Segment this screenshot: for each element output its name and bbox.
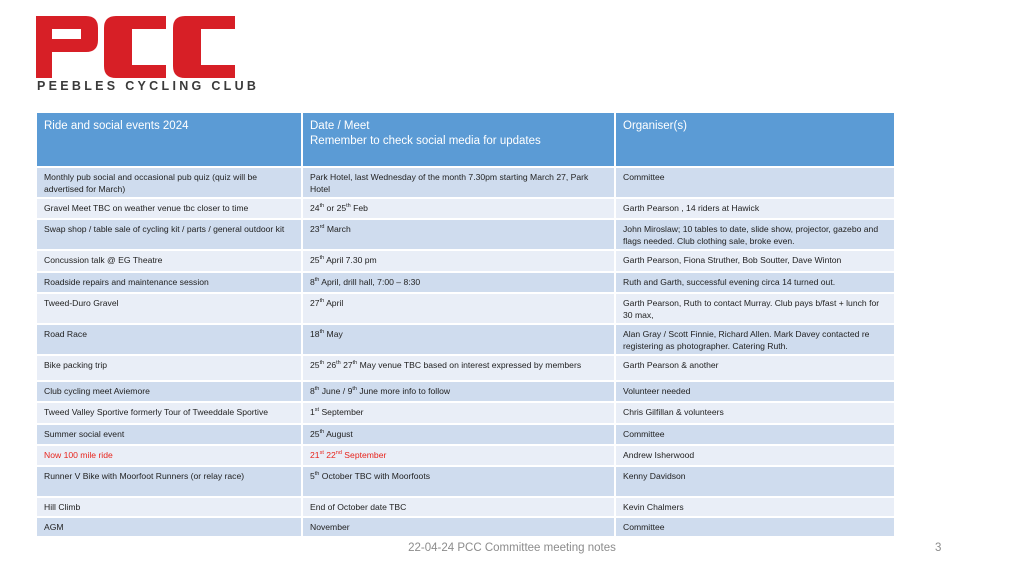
table-row [36,466,895,497]
cell-event: Hill Climb [36,497,302,517]
cell-organiser: Ruth and Garth, successful evening circa 14 turned out. [615,272,895,293]
cell-event: Road Race [36,324,302,355]
table-row [36,445,895,466]
table-row [36,355,895,381]
table-row [36,167,895,198]
header-events: Ride and social events 2024 [36,112,302,167]
table-row [36,272,895,293]
cell-date: 21st 22nd September [302,445,615,466]
footer-note: 22-04-24 PCC Committee meeting notes [408,542,616,554]
table-row [36,381,895,402]
cell-event: Tweed Valley Sportive formerly Tour of Tweeddale Sportive [36,402,302,424]
cell-date: 8th June / 9th June more info to follow [302,381,615,402]
cell-event: AGM [36,517,302,537]
cell-date: End of October date TBC [302,497,615,517]
cell-organiser: John Miroslaw; 10 tables to date, slide show, projector, gazebo and flags needed. Club clothing sale, broke even. [615,219,895,250]
cell-organiser: Chris Gilfillan & volunteers [615,402,895,424]
page-number: 3 [935,542,942,554]
cell-organiser: Garth Pearson, Fiona Struther, Bob Soutter, Dave Winton [615,250,895,272]
table-row [36,424,895,445]
header-date-note: Remember to check social media for updates [310,135,541,147]
cell-organiser: Garth Pearson & another [615,355,895,381]
header-date-meet [302,112,615,167]
cell-organiser: Kevin Chalmers [615,497,895,517]
cell-date: 25th 26th 27th May venue TBC based on interest expressed by members [302,355,615,381]
cell-date: 5th October TBC with Moorfoots [302,466,615,497]
cell-event: Roadside repairs and maintenance session [36,272,302,293]
cell-event: Concussion talk @ EG Theatre [36,250,302,272]
table-row [36,402,895,424]
cell-event: Now 100 mile ride [36,445,302,466]
cell-event: Summer social event [36,424,302,445]
cell-organiser: Andrew Isherwood [615,445,895,466]
cell-event: Monthly pub social and occasional pub quiz (quiz will be advertised for March) [36,167,302,198]
cell-event: Bike packing trip [36,355,302,381]
table-row [36,250,895,272]
cell-date: 18th May [302,324,615,355]
cell-organiser: Garth Pearson, Ruth to contact Murray. Club pays b/fast + lunch for 30 max, [615,293,895,324]
table-header-row [36,112,895,167]
cell-event: Gravel Meet TBC on weather venue tbc closer to time [36,198,302,219]
cell-organiser: Committee [615,424,895,445]
logo-subtitle: PEEBLES CYCLING CLUB [37,79,260,93]
cell-organiser: Alan Gray / Scott Finnie, Richard Allen. Mark Davey contacted re registering as photographer. Catering Ruth. [615,324,895,355]
cell-organiser: Committee [615,167,895,198]
table-row [36,293,895,324]
cell-date: Park Hotel, last Wednesday of the month 7.30pm starting March 27, Park Hotel [302,167,615,198]
cell-organiser: Kenny Davidson [615,466,895,497]
header-organisers: Organiser(s) [615,112,895,167]
table-row [36,517,895,537]
header-date-title: Date / Meet [310,120,370,132]
cell-event: Club cycling meet Aviemore [36,381,302,402]
table-row [36,497,895,517]
cell-date: 25th August [302,424,615,445]
club-logo [36,16,260,94]
cell-date: 23rd March [302,219,615,250]
cell-date: November [302,517,615,537]
table-row [36,198,895,219]
cell-organiser: Committee [615,517,895,537]
cell-event: Swap shop / table sale of cycling kit / parts / general outdoor kit [36,219,302,250]
cell-event: Tweed-Duro Gravel [36,293,302,324]
cell-date: 25th April 7.30 pm [302,250,615,272]
cell-date: 8th April, drill hall, 7:00 – 8:30 [302,272,615,293]
cell-organiser: Garth Pearson , 14 riders at Hawick [615,198,895,219]
events-table [35,111,894,538]
cell-date: 1st September [302,402,615,424]
cell-date: 27th April [302,293,615,324]
cell-event: Runner V Bike with Moorfoot Runners (or relay race) [36,466,302,497]
table-row [36,324,895,355]
cell-organiser: Volunteer needed [615,381,895,402]
cell-date: 24th or 25th Feb [302,198,615,219]
pcc-logo-letters [36,16,236,78]
table-row [36,219,895,250]
